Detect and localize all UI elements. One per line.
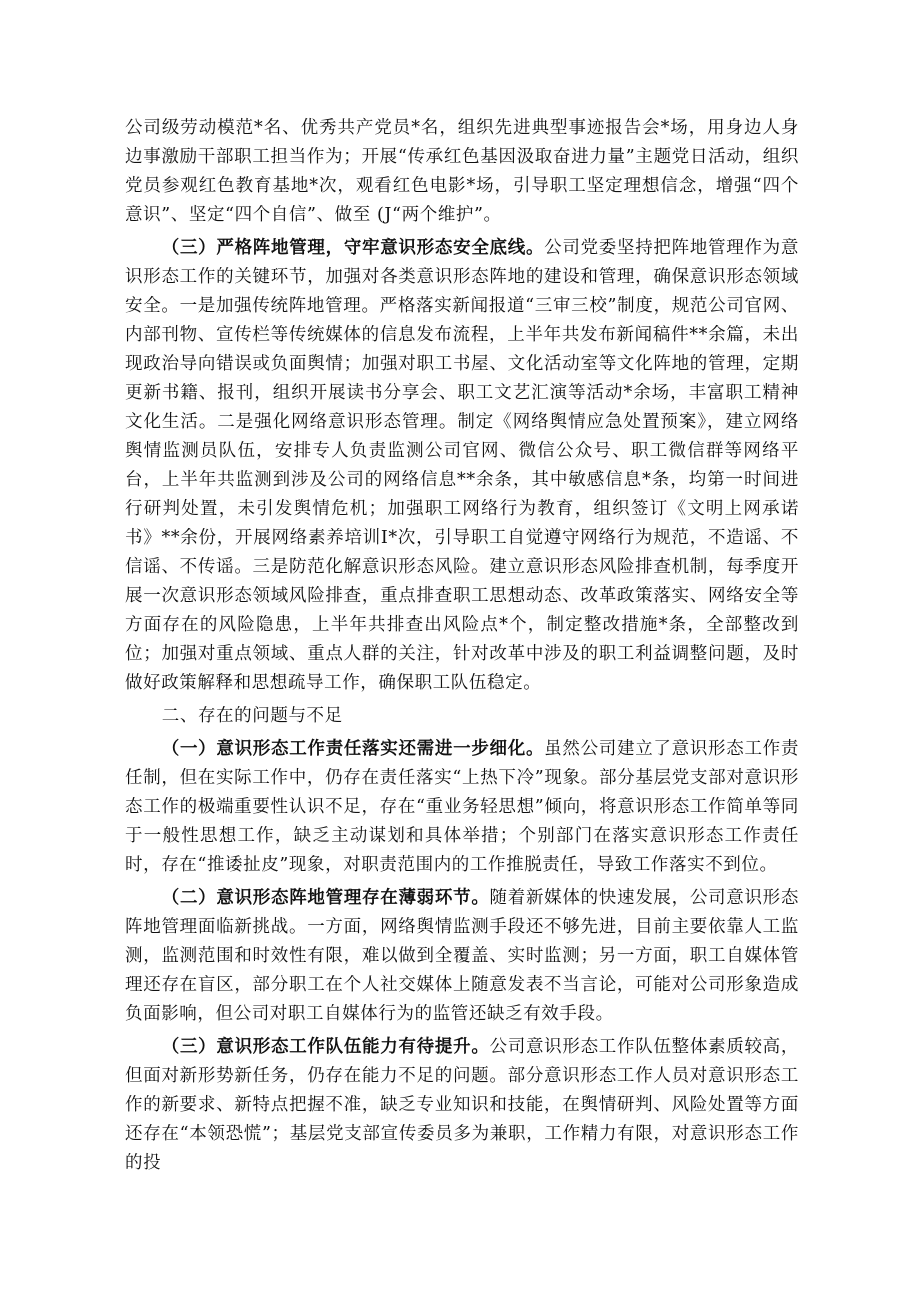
section-heading-problems (125, 702, 799, 731)
document-page (125, 114, 799, 1178)
paragraph-team-ability (125, 1033, 799, 1178)
paragraph-text: 随着新媒体的快速发展，公司意识形态阵地管理面临新挑战。一方面，网络舆情监测手段还不够先进，目前主要依靠人工监测，监测范围和时效性有限，难以做到全覆盖、实时监测；另一方面，职工自媒体管理还存在盲区，部分职工在个人社交媒体上随意发表不当言论，可能对公司形象造成负面影响，但公司对职工自媒体行为的监管还缺乏有效手段。 (125, 888, 799, 1024)
paragraph-lead-heading: （二）意识形态阵地管理存在薄弱环节。 (161, 888, 490, 908)
paragraph-text: 虽然公司建立了意识形态工作责任制，但在实际工作中，仍存在责任落实“上热下冷”现象。部分基层党支部对意识形态工作的极端重要性认识不足，存在“重业务轻思想”倾向，将意识形态工作简单等同于一般性思想工作，缺乏主动谋划和具体举措；个别部门在落实意识形态工作责任时，存在“推诿扯皮”现象，对职责范围内的工作推脱责任，导致工作落实不到位。 (125, 739, 799, 875)
paragraph-lead-heading: （三）严格阵地管理，守牢意识形态安全底线。 (161, 238, 545, 258)
paragraph-text: 公司级劳动模范*名、优秀共产党员*名，组织先进典型事迹报告会*场，用身边人身边事激励干部职工担当作为；开展“传承红色基因汲取奋进力量”主题党日活动，组织党员参观红色教育基地*次，观看红色电影*场，引导职工坚定理想信念，增强“四个意识”、坚定“四个自信”、做至 (J“两个维护”。 (125, 118, 799, 225)
paragraph-position-management (125, 234, 799, 698)
paragraph-continuation (125, 114, 799, 230)
paragraph-lead-heading: （三）意识形态工作队伍能力有待提升。 (161, 1037, 490, 1057)
paragraph-responsibility (125, 735, 799, 880)
paragraph-text: 公司党委坚持把阵地管理作为意识形态工作的关键环节，加强对各类意识形态阵地的建设和管理，确保意识形态领域安全。一是加强传统阵地管理。严格落实新闻报道“三审三校”制度，规范公司官网、内部刊物、宣传栏等传统媒体的信息发布流程，上半年共发布新闻稿件**余篇，未出现政治导向错误或负面舆情；加强对职工书屋、文化活动室等文化阵地的管理，定期更新书籍、报刊，组织开展读书分享会、职工文艺汇演等活动*余场，丰富职工精神文化生活。二是强化网络意识形态管理。制定《网络舆情应急处置预案》，建立网络舆情监测员队伍，安排专人负责监测公司官网、微信公众号、职工微信群等网络平台，上半年共监测到涉及公司的网络信息**余条，其中敏感信息*条，均第一时间进行研判处置，未引发舆情危机；加强职工网络行为教育，组织签订《文明上网承诺书》**余份，开展网络素养培训I*次，引导职工自觉遵守网络行为规范，不造谣、不信谣、不传谣。三是防范化解意识形态风险。建立意识形态风险排查机制，每季度开展一次意识形态领域风险排查，重点排查职工思想动态、改革政策落实、网络安全等方面存在的风险隐患，上半年共排查出风险点*个，制定整改措施*条，全部整改到位；加强对重点领域、重点人群的关注，针对改革中涉及的职工利益调整问题，及时做好政策解释和思想疏导工作，确保职工队伍稳定。 (125, 238, 799, 693)
paragraph-text: 公司意识形态工作队伍整体素质较高，但面对新形势新任务，仍存在能力不足的问题。部分意识形态工作人员对意识形态工作的新要求、新特点把握不准，缺乏专业知识和技能，在舆情研判、风险处置等方面还存在“本领恐慌”；基层党支部宣传委员多为兼职，工作精力有限，对意识形态工作的投 (125, 1037, 799, 1173)
paragraph-lead-heading: （一）意识形态工作责任落实还需进一步细化。 (161, 739, 545, 759)
section-heading-text: 二、存在的问题与不足 (161, 706, 343, 726)
paragraph-weak-links (125, 884, 799, 1029)
